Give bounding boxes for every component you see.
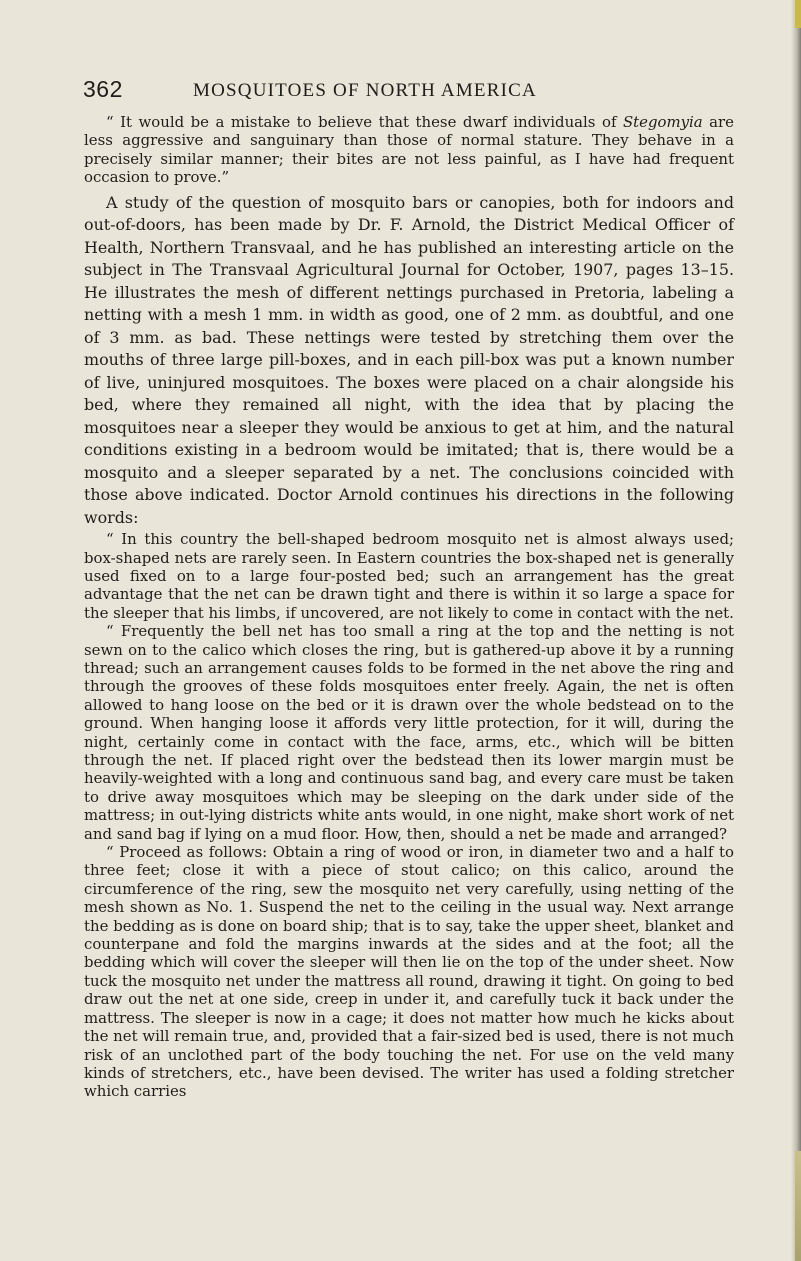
- italic-species-name: Stegomyia: [622, 113, 703, 131]
- body-text: [84, 113, 734, 1101]
- paragraph-quote-bell-net: “ In this country the bell-shaped bedroom mosquito net is almost always used; box-shaped nets are rarely seen. In Eastern countries the box-shaped net is generally used fixed on to a large four-posted bed; such an arrangement has the great advantage that the net can be drawn tight and there is within it so large a space for the sleeper that his limbs, if uncovered, are not likely to come in contact with the net.: [84, 530, 734, 622]
- paragraph-quote-stegomyia: [84, 113, 734, 187]
- paragraph-text: are less aggressive and sanguinary than those of normal stature. They behave in a precisely similar manner; their bites are not less painful, as I have had frequent occasion to prove.”: [84, 113, 734, 187]
- page-header: [83, 76, 719, 108]
- page-edge-mark-bottom: [795, 1151, 801, 1261]
- paragraph-quote-ring: “ Frequently the bell net has too small a ring at the top and the netting is not sewn on to the calico which closes the ring, but is gathered-up above it by a running thread; such an arrangement causes folds to be formed in the net above the ring and through the grooves of these folds mosquitoes enter freely. Again, the net is often allowed to hang loose on the bed or it is drawn over the whole bedstead on to the ground. When hanging loose it affords very little protection, for it will, during the night, certainly come in contact with the face, arms, etc., which will be bitten through the net. If placed right over the bedstead then its lower margin must be heavily-weighted with a long and continuous sand bag, and every care must be taken to drive away mosquitoes which may be sleeping on the dark under side of the mattress; in out-lying districts white ants would, in one night, make short work of net and sand bag if lying on a mud floor. How, then, should a net be made and arranged?: [84, 622, 734, 843]
- page-number: 362: [83, 76, 123, 102]
- page-edge-shadow: [791, 0, 801, 1261]
- page-edge-mark-top: [795, 0, 801, 28]
- paragraph-arnold-study: A study of the question of mosquito bars or canopies, both for indoors and out-of-doors, has been made by Dr. F. Arnold, the District Medical Officer of Health, Northern Transvaal, and he has published an interesting article on the subject in The Transvaal Agricultural Journal for October, 1907, pages 13–15. He illustrates the mesh of different nettings purchased in Pretoria, labeling a netting with a mesh 1 mm. in width as good, one of 2 mm. as doubtful, and one of 3 mm. as bad. These nettings were tested by stretching them over the mouths of three large pill-boxes, and in each pill-box was put a known number of live, uninjured mosquitoes. The boxes were placed on a chair alongside his bed, where they remained all night, with the idea that by placing the mosquitoes near a sleeper they would be anxious to get at him, and the natural conditions existing in a bedroom would be imitated; that is, there would be a mosquito and a sleeper separated by a net. The conclusions coincided with those above indicated. Doctor Arnold continues his directions in the following words:: [84, 192, 734, 527]
- running-head: MOSQUITOES OF NORTH AMERICA: [193, 80, 537, 101]
- paragraph-quote-proceed: “ Proceed as follows: Obtain a ring of wood or iron, in diameter two and a half to three feet; close it with a piece of stout calico; on this calico, around the circumference of the ring, sew the mosquito net very carefully, using netting of the mesh shown as No. 1. Suspend the net to the ceiling in the usual way. Next arrange the bedding as is done on board ship; that is to say, take the upper sheet, blanket and counterpane and fold the margins inwards at the sides and at the foot; all the bedding which will cover the sleeper will then lie on the top of the under sheet. Now tuck the mosquito net under the mattress all round, drawing it tight. On going to bed draw out the net at one side, creep in under it, and carefully tuck it back under the mattress. The sleeper is now in a cage; it does not matter how much he kicks about the net will remain true, and, provided that a fair-sized bed is used, there is not much risk of an unclothed part of the body touching the net. For use on the veld many kinds of stretchers, etc., have been devised. The writer has used a folding stretcher which carries: [84, 843, 734, 1101]
- paragraph-text: “ It would be a mistake to believe that these dwarf individuals of: [106, 113, 623, 131]
